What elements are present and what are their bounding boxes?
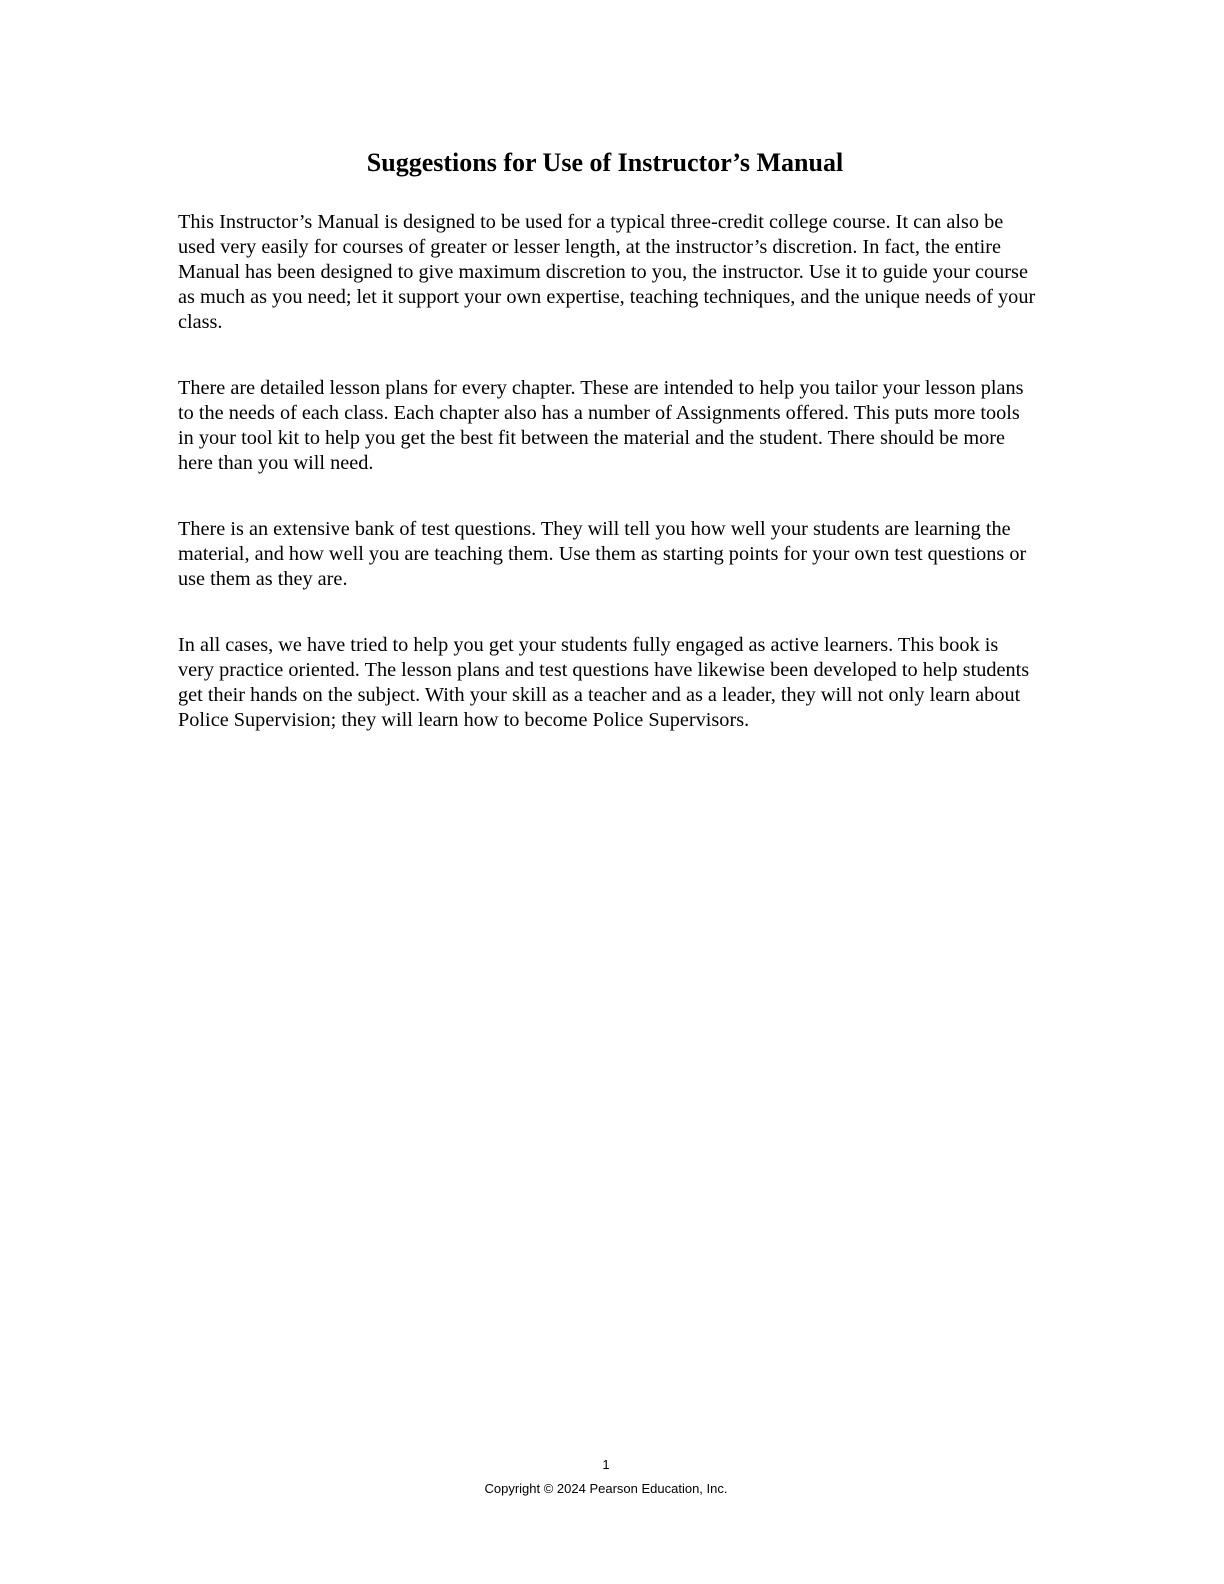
paragraph-1: This Instructor’s Manual is designed to be used for a typical three-credit college course. It can also be used very easily for courses of greater or lesser length, at the instructor’s discretion. In fact, the entire Manual has been designed to give maximum discretion to you, the instructor. Use it to guide your course as much as you need; let it support your own expertise, teaching techniques, and the unique needs of your class.: [178, 211, 1036, 333]
copyright-notice: Copyright © 2024 Pearson Education, Inc.: [484, 1481, 728, 1496]
paragraph-4: In all cases, we have tried to help you get your students fully engaged as active learners. This book is very practice oriented. The lesson plans and test questions have likewise been developed to help students get their hands on the subject. With your skill as a teacher and as a leader, they will not only learn about Police Supervision; they will learn how to become Police Supervisors.: [178, 634, 1030, 731]
body-text: [178, 210, 1038, 774]
paragraph-2: There are detailed lesson plans for every chapter. These are intended to help you tailor your lesson plans to the needs of each class. Each chapter also has a number of Assignments offered. This puts more tools in your tool kit to help you get the best fit between the material and the student. There should be more here than you will need.: [178, 377, 1024, 474]
page-title: Suggestions for Use of Instructor’s Manual: [366, 148, 844, 177]
page-number: 1: [602, 1457, 610, 1472]
paragraph-3: There is an extensive bank of test questions. They will tell you how well your students are learning the material, and how well you are teaching them. Use them as starting points for your own test questions or use them as they are.: [178, 518, 1027, 590]
